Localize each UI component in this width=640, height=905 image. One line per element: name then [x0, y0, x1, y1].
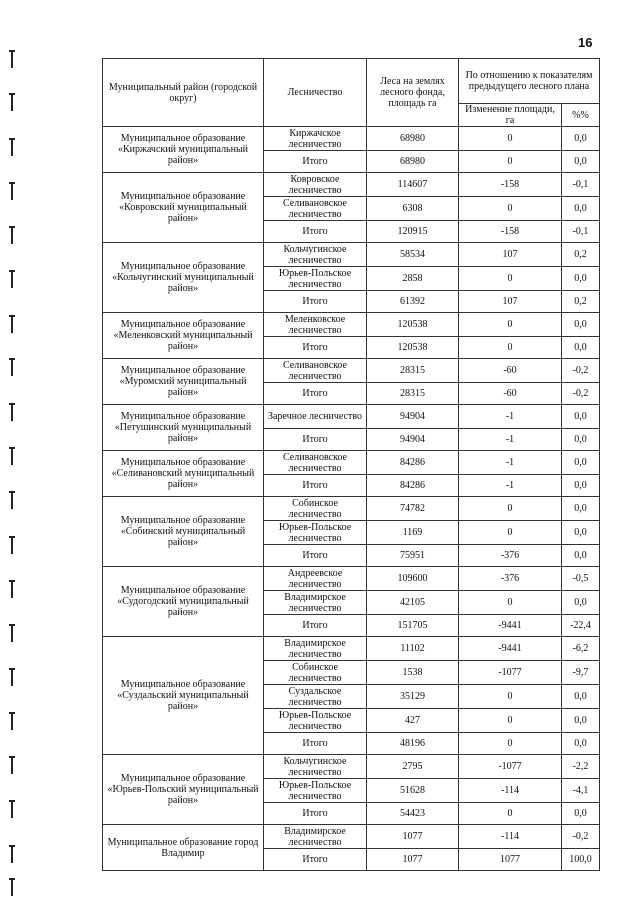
forestry-cell: Владимирское лесничество — [264, 637, 367, 661]
percent-cell: -0,5 — [562, 567, 600, 591]
forest-area-table — [102, 58, 600, 871]
change-cell: -60 — [459, 383, 562, 405]
forestry-cell: Итого — [264, 337, 367, 359]
percent-cell: 0,0 — [562, 475, 600, 497]
percent-cell: 0,0 — [562, 337, 600, 359]
forestry-cell: Селивановское лесничество — [264, 451, 367, 475]
table-row — [103, 825, 600, 849]
percent-cell: -0,1 — [562, 173, 600, 197]
forestry-cell: Собинское лесничество — [264, 661, 367, 685]
percent-cell: 100,0 — [562, 849, 600, 871]
binding-mark — [11, 712, 13, 730]
change-cell: 107 — [459, 291, 562, 313]
district-cell: Муниципальное образование «Киржачский муниципальный район» — [103, 127, 264, 173]
header-percent: %% — [562, 104, 600, 127]
percent-cell: -0,2 — [562, 383, 600, 405]
percent-cell: -6,2 — [562, 637, 600, 661]
area-cell: 51628 — [367, 779, 459, 803]
area-cell: 94904 — [367, 405, 459, 429]
change-cell: -114 — [459, 779, 562, 803]
forestry-cell: Итого — [264, 849, 367, 871]
table-row — [103, 359, 600, 383]
forestry-cell: Итого — [264, 291, 367, 313]
area-cell: 120915 — [367, 221, 459, 243]
district-cell: Муниципальное образование «Юрьев-Польский муниципальный район» — [103, 755, 264, 825]
district-cell: Муниципальное образование «Суздальский муниципальный район» — [103, 637, 264, 755]
change-cell: 0 — [459, 709, 562, 733]
change-cell: -60 — [459, 359, 562, 383]
area-cell: 120538 — [367, 313, 459, 337]
forestry-cell: Итого — [264, 615, 367, 637]
change-cell: -376 — [459, 567, 562, 591]
table-body — [103, 127, 600, 871]
area-cell: 61392 — [367, 291, 459, 313]
district-cell: Муниципальное образование «Муромский муниципальный район» — [103, 359, 264, 405]
binding-mark — [11, 403, 13, 421]
percent-cell: 0,0 — [562, 313, 600, 337]
percent-cell: -4,1 — [562, 779, 600, 803]
forestry-cell: Кольчугинское лесничество — [264, 243, 367, 267]
binding-mark — [11, 447, 13, 465]
binding-mark — [11, 138, 13, 156]
forestry-cell: Итого — [264, 733, 367, 755]
forestry-cell: Андреевское лесничество — [264, 567, 367, 591]
change-cell: 0 — [459, 497, 562, 521]
change-cell: -114 — [459, 825, 562, 849]
table-row — [103, 637, 600, 661]
binding-marks — [11, 0, 17, 905]
change-cell: 0 — [459, 685, 562, 709]
percent-cell: 0,0 — [562, 803, 600, 825]
percent-cell: -0,2 — [562, 359, 600, 383]
forestry-cell: Кольчугинское лесничество — [264, 755, 367, 779]
percent-cell: 0,0 — [562, 733, 600, 755]
binding-mark — [11, 315, 13, 333]
percent-cell: 0,0 — [562, 405, 600, 429]
change-cell: 0 — [459, 803, 562, 825]
binding-mark — [11, 536, 13, 554]
binding-mark — [11, 668, 13, 686]
change-cell: 0 — [459, 197, 562, 221]
percent-cell: 0,2 — [562, 291, 600, 313]
area-cell: 427 — [367, 709, 459, 733]
district-cell: Муниципальное образование «Селивановский муниципальный район» — [103, 451, 264, 497]
change-cell: -158 — [459, 221, 562, 243]
page-number: 16 — [578, 35, 593, 50]
forestry-cell: Суздальское лесничество — [264, 685, 367, 709]
table-row — [103, 497, 600, 521]
percent-cell: -22,4 — [562, 615, 600, 637]
forestry-cell: Киржачское лесничество — [264, 127, 367, 151]
binding-mark — [11, 226, 13, 244]
area-cell: 68980 — [367, 151, 459, 173]
change-cell: 0 — [459, 591, 562, 615]
change-cell: -1 — [459, 451, 562, 475]
change-cell: 0 — [459, 127, 562, 151]
table-row — [103, 127, 600, 151]
binding-mark — [11, 580, 13, 598]
area-cell: 54423 — [367, 803, 459, 825]
area-cell: 35129 — [367, 685, 459, 709]
change-cell: -1 — [459, 475, 562, 497]
change-cell: -9441 — [459, 615, 562, 637]
table-row — [103, 243, 600, 267]
percent-cell: 0,0 — [562, 521, 600, 545]
forestry-cell: Ковровское лесничество — [264, 173, 367, 197]
area-cell: 1077 — [367, 849, 459, 871]
header-area: Леса на землях лесного фонда, площадь га — [367, 59, 459, 127]
percent-cell: 0,0 — [562, 709, 600, 733]
binding-mark — [11, 270, 13, 288]
binding-mark — [11, 756, 13, 774]
percent-cell: 0,0 — [562, 591, 600, 615]
forestry-cell: Юрьев-Польское лесничество — [264, 267, 367, 291]
percent-cell: 0,0 — [562, 451, 600, 475]
binding-mark — [11, 624, 13, 642]
header-relation: По отношению к показателям предыдущего лесного плана — [459, 59, 600, 104]
table-row — [103, 173, 600, 197]
forestry-cell: Селивановское лесничество — [264, 197, 367, 221]
district-cell: Муниципальное образование «Собинский муниципальный район» — [103, 497, 264, 567]
forestry-cell: Итого — [264, 475, 367, 497]
area-cell: 11102 — [367, 637, 459, 661]
area-cell: 1077 — [367, 825, 459, 849]
change-cell: 0 — [459, 733, 562, 755]
percent-cell: 0,0 — [562, 151, 600, 173]
change-cell: -1077 — [459, 661, 562, 685]
change-cell: 0 — [459, 337, 562, 359]
binding-mark — [11, 358, 13, 376]
forestry-cell: Юрьев-Польское лесничество — [264, 521, 367, 545]
table-row — [103, 313, 600, 337]
area-cell: 151705 — [367, 615, 459, 637]
change-cell: -9441 — [459, 637, 562, 661]
change-cell: -376 — [459, 545, 562, 567]
table-row — [103, 755, 600, 779]
forestry-cell: Юрьев-Польское лесничество — [264, 709, 367, 733]
district-cell: Муниципальное образование «Меленковский муниципальный район» — [103, 313, 264, 359]
area-cell: 2858 — [367, 267, 459, 291]
forestry-cell: Меленковское лесничество — [264, 313, 367, 337]
change-cell: -1077 — [459, 755, 562, 779]
district-cell: Муниципальное образование город Владимир — [103, 825, 264, 871]
table-row — [103, 567, 600, 591]
change-cell: 0 — [459, 313, 562, 337]
area-cell: 28315 — [367, 383, 459, 405]
table-row — [103, 405, 600, 429]
forestry-cell: Итого — [264, 221, 367, 243]
percent-cell: 0,0 — [562, 545, 600, 567]
binding-mark — [11, 845, 13, 863]
area-cell: 58534 — [367, 243, 459, 267]
percent-cell: 0,0 — [562, 197, 600, 221]
percent-cell: 0,0 — [562, 685, 600, 709]
binding-mark — [11, 50, 13, 68]
percent-cell: 0,0 — [562, 127, 600, 151]
area-cell: 109600 — [367, 567, 459, 591]
forestry-cell: Заречное лесничество — [264, 405, 367, 429]
percent-cell: -9,7 — [562, 661, 600, 685]
change-cell: 0 — [459, 151, 562, 173]
binding-mark — [11, 491, 13, 509]
binding-mark — [11, 182, 13, 200]
forestry-cell: Собинское лесничество — [264, 497, 367, 521]
binding-mark — [11, 93, 13, 111]
binding-mark — [11, 800, 13, 818]
forestry-cell: Владимирское лесничество — [264, 825, 367, 849]
district-cell: Муниципальное образование «Кольчугинский муниципальный район» — [103, 243, 264, 313]
area-cell: 75951 — [367, 545, 459, 567]
area-cell: 68980 — [367, 127, 459, 151]
area-cell: 94904 — [367, 429, 459, 451]
binding-mark — [11, 878, 13, 896]
percent-cell: 0,0 — [562, 497, 600, 521]
area-cell: 84286 — [367, 451, 459, 475]
percent-cell: -0,2 — [562, 825, 600, 849]
percent-cell: 0,0 — [562, 429, 600, 451]
change-cell: 1077 — [459, 849, 562, 871]
table-row — [103, 451, 600, 475]
change-cell: -1 — [459, 405, 562, 429]
header-change: Изменение площади, га — [459, 104, 562, 127]
header-forestry: Лесничество — [264, 59, 367, 127]
area-cell: 120538 — [367, 337, 459, 359]
forestry-cell: Итого — [264, 383, 367, 405]
change-cell: 107 — [459, 243, 562, 267]
district-cell: Муниципальное образование «Петушинский муниципальный район» — [103, 405, 264, 451]
percent-cell: 0,2 — [562, 243, 600, 267]
area-cell: 42105 — [367, 591, 459, 615]
change-cell: -1 — [459, 429, 562, 451]
district-cell: Муниципальное образование «Судогодский муниципальный район» — [103, 567, 264, 637]
forestry-cell: Владимирское лесничество — [264, 591, 367, 615]
forestry-cell: Итого — [264, 429, 367, 451]
area-cell: 84286 — [367, 475, 459, 497]
change-cell: 0 — [459, 267, 562, 291]
change-cell: -158 — [459, 173, 562, 197]
area-cell: 2795 — [367, 755, 459, 779]
area-cell: 114607 — [367, 173, 459, 197]
forestry-cell: Селивановское лесничество — [264, 359, 367, 383]
area-cell: 1169 — [367, 521, 459, 545]
area-cell: 6308 — [367, 197, 459, 221]
district-cell: Муниципальное образование «Ковровский муниципальный район» — [103, 173, 264, 243]
area-cell: 48196 — [367, 733, 459, 755]
area-cell: 74782 — [367, 497, 459, 521]
forestry-cell: Юрьев-Польское лесничество — [264, 779, 367, 803]
area-cell: 28315 — [367, 359, 459, 383]
percent-cell: -0,1 — [562, 221, 600, 243]
header-district: Муниципальный район (городской округ) — [103, 59, 264, 127]
forestry-cell: Итого — [264, 803, 367, 825]
percent-cell: 0,0 — [562, 267, 600, 291]
percent-cell: -2,2 — [562, 755, 600, 779]
area-cell: 1538 — [367, 661, 459, 685]
forestry-cell: Итого — [264, 151, 367, 173]
forestry-cell: Итого — [264, 545, 367, 567]
change-cell: 0 — [459, 521, 562, 545]
